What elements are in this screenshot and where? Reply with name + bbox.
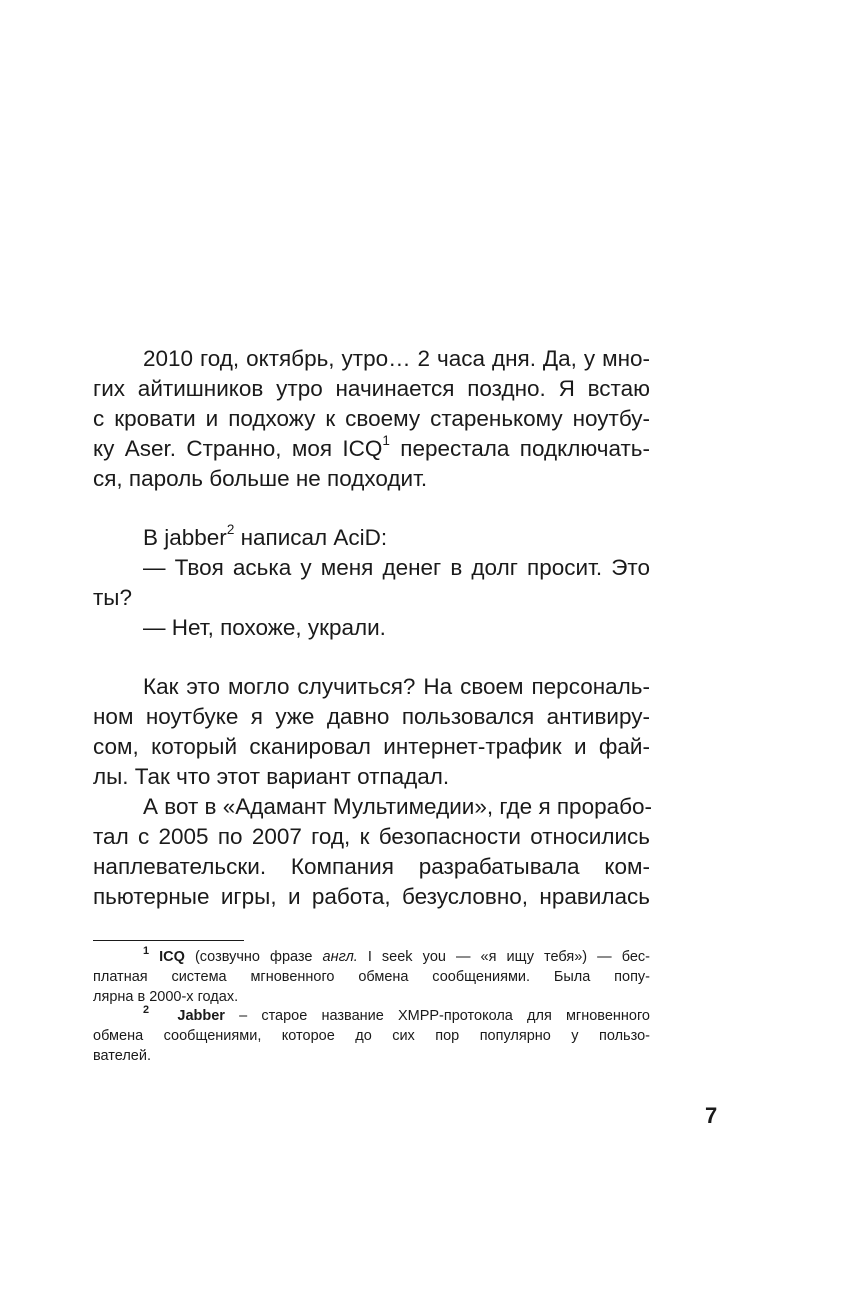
body-line [93, 524, 650, 552]
dialog-line: ты? [93, 585, 132, 610]
text-run: (созвучно фразе [184, 949, 323, 965]
body-line: ном ноутбуке я уже давно пользовался антивиру- [93, 704, 650, 729]
footnote-1-line [93, 944, 651, 967]
text-run: ку Aser. Странно, моя ICQ [93, 436, 383, 461]
body-line: пьютерные игры, и работа, безусловно, нравилась [93, 884, 650, 909]
page-number: 7 [705, 1103, 718, 1128]
body-line: наплевательски. Компания разрабатывала ком- [93, 854, 650, 879]
footnote-term: Jabber [177, 1008, 225, 1024]
text-run: англ. [322, 949, 358, 965]
dialog-line: — Нет, похоже, украли. [143, 615, 386, 640]
footnote-number: 1 [143, 944, 150, 957]
body-line: 2010 год, октябрь, утро… 2 часа дня. Да, у мно- [143, 346, 650, 371]
text-run: В jabber [143, 525, 227, 550]
footnote-2-line: обмена сообщениями, которое до сих пор популярно у пользо- [93, 1028, 650, 1044]
footnote-ref-1[interactable]: 1 [382, 433, 390, 449]
footnote-2-line [93, 1003, 650, 1026]
body-line: сом, который сканировал интернет-трафик и фай- [93, 734, 650, 759]
body-line: тал с 2005 по 2007 год, к безопасности относились [93, 824, 650, 849]
body-line: Как это могло случиться? На своем персональ- [143, 674, 650, 699]
body-line: А вот в «Адамант Мультимедии», где я прорабо- [143, 794, 653, 819]
body-line [93, 435, 650, 463]
text-run: I seek you — «я ищу тебя») — бес- [357, 949, 651, 965]
footnote-1-line: лярна в 2000-х годах. [93, 989, 239, 1005]
body-line: ся, пароль больше не подходит. [93, 466, 428, 491]
text-run: перестала подключать- [389, 436, 650, 461]
footnote-ref-2[interactable]: 2 [226, 522, 235, 538]
dialog-line: — Твоя аська у меня денег в долг просит. Это [143, 555, 650, 580]
footnote-term: ICQ [159, 949, 185, 965]
body-line: лы. Так что этот вариант отпадал. [93, 764, 450, 789]
body-line: гих айтишников утро начинается поздно. Я встаю [93, 376, 650, 401]
body-line: с кровати и подхожу к своему старенькому ноутбу- [93, 406, 650, 431]
footnote-divider [93, 940, 244, 941]
text-run: написал AciD: [234, 525, 388, 550]
footnote-number: 2 [143, 1003, 150, 1016]
footnote-2-line: вателей. [93, 1048, 151, 1064]
text-run: – старое название XMPP-протокола для мгновенного [224, 1008, 650, 1024]
footnote-1-line: платная система мгновенного обмена сообщениями. Была попу- [93, 969, 650, 985]
